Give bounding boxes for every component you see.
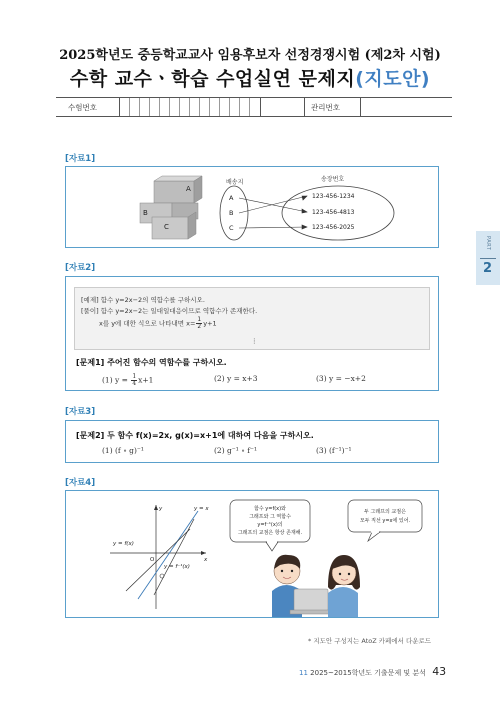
right-group-title: 송장번호	[321, 176, 345, 183]
left-group-title: 배송지	[226, 179, 244, 186]
problem2-choice1: (1) (f ∘ g)⁻¹	[102, 446, 144, 455]
bubble-right-line2: 모두 직선 y=x에 있어.	[359, 518, 411, 524]
example-ellipsis: ⋮	[251, 337, 258, 345]
axis-x-label: x	[204, 557, 208, 563]
inverse-function-illustration	[66, 491, 438, 617]
manage-number-label: 관리번호	[305, 98, 361, 116]
section3-label: [자료3]	[65, 407, 96, 417]
subject-title-main: 수학 교수ㆍ학습 수업실연 문제지	[69, 68, 356, 90]
example-line3: x를 y에 대한 식으로 나타내면 x= $\frac{1}{2}$ y+1	[99, 316, 217, 330]
label-y-equals-x: y = x	[194, 506, 209, 512]
matching-diagram	[66, 167, 438, 247]
exam-title: 2025학년도 중등학교교사 임용후보자 선정경쟁시험 (제2차 시험)	[59, 48, 441, 63]
bubble-left-line3: y=f⁻¹(x)의	[257, 522, 283, 528]
section2-box	[65, 276, 439, 391]
left-ellipse	[220, 186, 248, 240]
manage-number-field[interactable]	[361, 98, 452, 116]
exam-number-label: 수험번호	[56, 98, 120, 116]
label-f-inverse: y = f⁻¹(x)	[164, 564, 190, 570]
function-graph	[110, 505, 206, 609]
problem1-choice3: (3) y = −x+2	[316, 374, 366, 383]
problem2-choice2: (2) g⁻¹ ∘ f⁻¹	[214, 446, 257, 455]
axis-y-label: y	[159, 506, 163, 512]
footer-text: 2025~2015학년도 기출문제 및 분석	[310, 669, 426, 677]
example-line2: [풀이] 함수 y=2x−2는 일대일대응이므로 역함수가 존재한다.	[81, 307, 258, 315]
bubble-left-line4: 그래프의 교점은 항상 존재해.	[237, 530, 303, 536]
line-f-inverse	[126, 529, 190, 591]
id-row	[56, 97, 452, 117]
left-item-b: B	[229, 209, 234, 217]
problem1-choice2: (2) y = x+3	[214, 374, 258, 383]
problem2-title: [문제2] 두 함수 f(x)=2x, g(x)=x+1에 대하여 다음을 구하시오.	[76, 431, 314, 440]
section4-label: [자료4]	[65, 478, 96, 488]
example-line1: [예제] 함수 y=2x−2의 역함수를 구하시오.	[81, 296, 205, 304]
problem2-choice3: (3) (f⁻¹)⁻¹	[316, 446, 352, 455]
right-item-2: 123-456-4813	[312, 209, 355, 216]
box-label-a: A	[186, 185, 191, 193]
example-box	[74, 287, 430, 350]
footnote: * 지도안 구성지는 AtoZ 카페에서 다운로드	[308, 637, 432, 645]
page-number: 43	[432, 665, 447, 678]
left-item-a: A	[229, 194, 234, 202]
part-tab-number: 2	[483, 261, 493, 276]
origin-label: O	[150, 557, 155, 563]
students-illustration	[272, 555, 360, 617]
section2-label: [자료2]	[65, 263, 96, 273]
box-label-c: C	[164, 223, 169, 231]
box-label-b: B	[143, 209, 148, 217]
part-tab	[476, 231, 500, 285]
problem1-choice1: (1) y = $\frac{1}{4}$ x+1	[102, 373, 154, 387]
exam-number-cells[interactable]	[120, 98, 261, 116]
right-item-3: 123-456-2025	[312, 224, 355, 231]
bubble-left-line2: 그래프와 그 역함수	[249, 514, 291, 520]
line-f	[154, 519, 194, 595]
section1-box	[65, 166, 439, 248]
section4-box	[65, 490, 439, 618]
left-item-c: C	[229, 224, 234, 232]
part-tab-label: PART	[485, 236, 491, 251]
right-item-1: 123-456-1234	[312, 193, 355, 200]
bubble-right-line1: 두 그래프의 교점은	[364, 509, 406, 515]
line-y-equals-x	[138, 511, 198, 599]
label-f: y = f(x)	[113, 541, 134, 547]
box-illustration	[140, 176, 202, 239]
page-footer	[299, 665, 446, 678]
bubble-left-line1: 함수 y=f(x)와	[254, 506, 286, 512]
subject-title	[0, 64, 500, 91]
mapping-arrows	[239, 196, 307, 229]
section3-box	[65, 420, 439, 463]
section1-label: [자료1]	[65, 154, 96, 164]
footer-unit: 11	[299, 669, 308, 677]
subject-title-suffix: (지도안)	[355, 68, 431, 90]
problem1-title: [문제1] 주어진 함수의 역함수를 구하시오.	[76, 358, 227, 367]
